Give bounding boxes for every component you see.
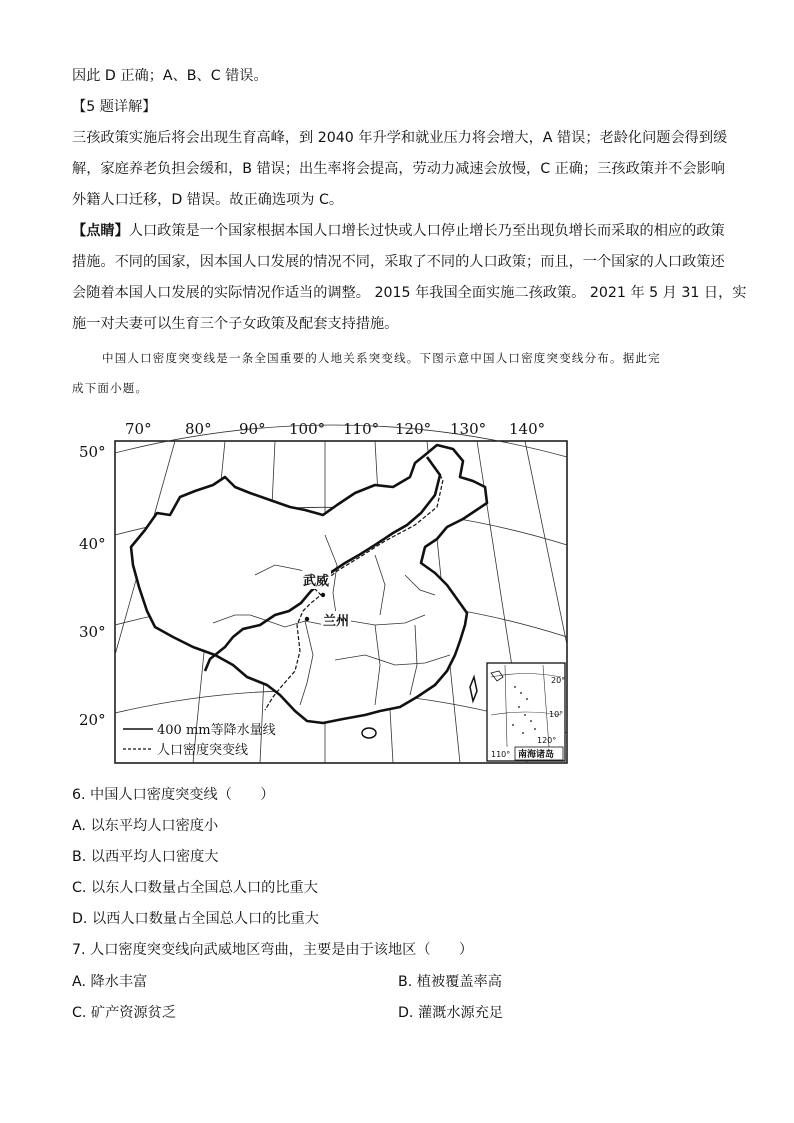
text-line: 解，家庭养老负担会缓和，B 错误；出生率将会提高，劳动力减速会放慢，C 正确；三孩政策并不会影响 [72,161,725,177]
lon-label: 90° [239,420,266,438]
legend-solid-label: 400 mm等降水量线 [157,723,276,738]
lat-label: 20° [79,711,106,729]
section-heading: 【5 题详解】 [72,99,157,115]
wuwei-label: 武威 [303,574,330,589]
lon-label: 130° [450,420,487,438]
note-text: 人口政策是一个国家根据本国人口增长过快或人口停止增长乃至出现负增长而采取的相应的政策 [128,223,725,239]
lat-label: 30° [79,623,106,641]
lat-label: 40° [79,535,106,553]
lanzhou-marker [305,617,309,621]
south-china-sea-inset [487,663,565,761]
option-d[interactable]: D. 以西人口数量占全国总人口的比重大 [72,911,319,927]
lon-label: 70° [125,420,152,438]
lat-label: 50° [79,443,106,461]
text-line: 会随着本国人口发展的实际情况作适当的调整。 2015 年我国全面实施二孩政策。 2021 年 5 月 31 日，实 [72,285,747,301]
option-b[interactable]: B. 植被覆盖率高 [398,974,502,990]
option-b[interactable]: B. 以西平均人口密度大 [72,849,219,865]
lon-label: 110° [343,420,380,438]
option-c[interactable]: C. 以东人口数量占全国总人口的比重大 [72,880,318,896]
intro-text: 中国人口密度突变线是一条全国重要的人地关系突变线。下图示意中国人口密度突变线分布。据此完 [102,351,661,365]
text-line: 因此 D 正确；A、B、C 错误。 [72,68,268,84]
text-line: 三孩政策实施后将会出现生育高峰，到 2040 年升学和就业压力将会增大，A 错误；老龄化问题会得到缓 [72,130,728,146]
china-population-density-map [75,415,585,767]
option-c[interactable]: C. 矿产资源贫乏 [72,1005,177,1021]
text-line: 施一对夫妻可以生育三个子女政策及配套支持措施。 [72,316,399,332]
inset-title: 南海诸岛 [518,750,555,760]
lanzhou-label: 兰州 [323,614,350,629]
note-label: 【点睛】 [72,223,129,239]
lon-label: 80° [185,420,212,438]
lon-label: 140° [509,420,546,438]
legend-dashed-label: 人口密度突变线 [157,743,249,758]
inset-lon-label: 110° [491,750,511,759]
wuwei-marker [321,593,325,597]
lon-label: 100° [289,420,326,438]
text-line: 措施。不同的国家，因本国人口发展的情况不同，采取了不同的人口政策；而且，一个国家的人口政策还 [72,254,725,270]
option-a[interactable]: A. 以东平均人口密度小 [72,818,219,834]
question-stem: 6. 中国人口密度突变线（ ） [72,787,275,803]
inset-lat-label: 20° [551,676,566,685]
lon-label: 120° [395,420,432,438]
text-line: 外籍人口迁移，D 错误。故正确选项为 C。 [72,192,344,208]
inset-lat-label: 10° [549,710,564,719]
option-d[interactable]: D. 灌溉水源充足 [398,1005,504,1021]
text-line [72,221,725,241]
hainan-island [362,728,376,738]
intro-text: 成下面小题。 [72,381,149,395]
option-a[interactable]: A. 降水丰富 [72,974,148,990]
inset-lon-label: 120° [537,736,557,745]
question-stem: 7. 人口密度突变线向武威地区弯曲，主要是由于该地区（ ） [72,942,474,958]
